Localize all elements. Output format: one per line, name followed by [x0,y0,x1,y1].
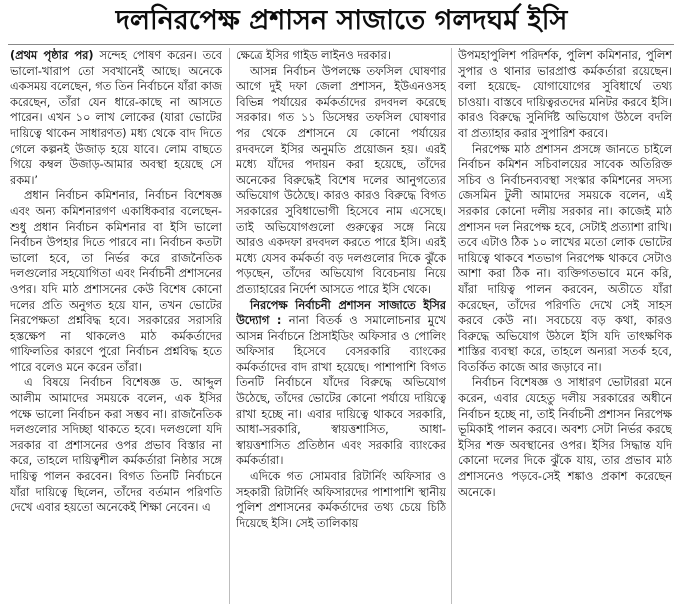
paragraph-text: সন্দেহ পোষণ করেন। তবে ভালো-খারাপ তো সবখানেই আছে। অনেকে একসময় বলেছেন, গত তিন নির্বাচনে যাঁরা কাজ করেছেন, তাঁরা যেন ধারে-কাছে না আসতে পারেন। এখন ১০ লাখ লোকের (যারা ভোটের দায়িত্বে থাকেন সাধারণত) মধ্য থেকে বাদ দিতে গেলে কল্পনই উজাড় হয়ে যাবে। লোম বাছতে গিয়ে কম্বল উজাড়-আমার অবস্থা হয়েছে সে রকম।’ [10,49,222,187]
headline: দলনিরপেক্ষ প্রশাসন সাজাতে গলদঘর্ম ইসি [115,4,568,36]
column-divider [229,48,230,604]
article-column-3 [458,48,672,604]
paragraph: এদিকে গত সোমবার রিটার্নিং অফিসার ও সহকারী রিটার্নিং অফিসারদের পাশাপাশি স্থানীয় পুলিশ প্রশাসনের কর্মকর্তাদের তথ্য চেয়ে চিঠি দিয়েছে ইসি। সেই তালিকায় [236,470,446,530]
paragraph: প্রধান নির্বাচন কমিশনার, নির্বাচন বিশেষজ্ঞ এবং অন্য কমিশনারগণ একাধিকবার বলেছেন- শুধু প্রধান নির্বাচন কমিশনার বা ইসি ভালো নির্বাচন উপহার দিতে পারবে না। নির্বাচন কতটা ভালো হবে, তা নির্ভর করে রাজনৈতিক দলগুলোর সহযোগিতা এবং নির্বাচনী প্রশাসনের ওপর। যদি মাঠ প্রশাসনের কেউ বিশেষ কোনো দলের প্রতি অনুগত হয়ে যান, তখন ভোটের নিরপেক্ষতা প্রশ্নবিদ্ধ হবে। সরকারের সরাসরি হস্তক্ষেপ না থাকলেও মাঠ কর্মকর্তাদের গাফিলতির কারণে পুরো নির্বাচন প্রশ্নবিদ্ধ হতে পারে বলেও মনে করেন তাঁরা। [10,189,222,374]
article-column-2 [236,48,446,604]
paragraph: নির্বাচন বিশেষজ্ঞ ও সাধারণ ভোটাররা মনে করেন, এবার যেহেতু দলীয় সরকারের অধীনে নির্বাচন হচ্ছে না, তাই নির্বাচনী প্রশাসন নিরপেক্ষ ভূমিকাই পালন করবে। অবশ্য সেটা নির্ভর করছে ইসির শক্ত অবস্থানের ওপর। ইসির সিদ্ধান্ত যদি কোনো দলের দিকে ঝুঁকে যায়, তার প্রভাব মাঠ প্রশাসনেও পড়বে-সেই শঙ্কাও প্রকাশ করেছেন অনেকে। [458,376,672,499]
paragraph [10,48,222,188]
paragraph: এ বিষয়ে নির্বাচন বিশেষজ্ঞ ড. আব্দুল আলীম আমাদের সময়কে বলেন, এক ইসির পক্ষে ভালো নির্বাচন করা সম্ভব না। রাজনৈতিক দলগুলোর সদিচ্ছা থাকতে হবে। দলগুলো যদি সরকার বা প্রশাসনের ওপর প্রভাব বিস্তার না করে, তাহলে দায়িত্বশীল কর্মকর্তারা নিষ্ঠার সঙ্গে দায়িত্ব পালন করবেন। বিগত তিনটি নির্বাচনে যাঁরা দায়িত্বে ছিলেন, তাঁদের বর্তমান পরিণতি দেখে এবার হয়তো অনেকেই শিক্ষা নেবেন। এ [10,376,222,515]
paragraph: ক্ষেত্রে ইসির গাইড লাইনও দরকার। [236,49,391,62]
paragraph: আসন্ন নির্বাচন উপলক্ষে তফসিল ঘোষণার আগে দুই দফা জেলা প্রশাসন, ইউএনওসহ বিভিন্ন পর্যায়ের কর্মকর্তাদের রদবদল করেছে সরকার। গত ১১ ডিসেম্বর তফসিল ঘোষণার পর থেকে প্রশাসনে যে কোনো পর্যায়ের রদবদলে ইসির অনুমতি প্রয়োজন হয়। এরই মধ্যে যাঁদের পদায়ন করা হয়েছে, তাঁদের অনেকের বিরুদ্ধেই বিশেষ দলের আনুগত্যের অভিযোগ উঠেছে। কারও কারও বিরুদ্ধে বিগত সরকারের সুবিধাভোগী হিসেবে নাম এসেছে। তাই অভিযোগগুলো গুরুত্বের সঙ্গে নিয়ে আরও একদফা রদবদল করতে পারে ইসি। এরই মধ্যে যেসব কর্মকর্তা বড় দলগুলোর দিকে ঝুঁকে পড়ছেন, তাঁদের অভিযোগ বিবেচনায় নিয়ে প্রত্যাহারের নির্দেশ আসতে পারে ইসি থেকে। [236,64,446,296]
headline-rule [8,44,674,45]
paragraph: নিরপেক্ষ মাঠ প্রশাসন প্রসঙ্গে জানতে চাইলে নির্বাচন কমিশন সচিবালয়ের সাবেক অতিরিক্ত সচিব ও নির্বাচনব্যবস্থা সংস্কার কমিশনের সদস্য জেসমিন টুলী আমাদের সময়কে বলেন, এই সরকার কোনো দলীয় সরকার না। কাজেই মাঠ প্রশাসন দল নিরপেক্ষ হবে, সেটাই প্রত্যাশা রাখি। তবে এটাও ঠিক ১০ লাখের মতো লোক ভোটের দায়িত্বে থাকবে শতভাগ নিরপেক্ষ থাকবে সেটাও আশা করা ঠিক না। ব্যক্তিগতভাবে মনে করি, যাঁরা দায়িত্ব পালন করবেন, অতীতে যাঁরা করেছেন, তাঁদের পরিণতি দেখে সেই সাহস করবে কেউ না। সবচেয়ে বড় কথা, কারও বিরুদ্ধে অভিযোগ উঠলে ইসি যদি তাৎক্ষণিক শাস্তির ব্যবস্থা করে, তাহলে অন্যরা সতর্ক হবে, বিতর্কিত কাজে আর জড়াবে না। [458,142,672,374]
subheading: নিরপেক্ষ নির্বাচনী প্রশাসন সাজাতে ইসির উদ্যোগ : [236,298,446,328]
paragraph-text: নানা বিতর্ক ও সমালোচনার মুখে আসন্ন নির্বাচনে প্রিসাইডিং অফিসার ও পোলিং অফিসার হিসেবে বেসরকারি ব্যাংকের কর্মকর্তাদের বাদ রাখা হয়েছে। পাশাপাশি বিগত তিনটি নির্বাচনে যাঁদের বিরুদ্ধে অভিযোগ উঠেছে, তাঁদের ভোটের কোনো পর্যায়ে দায়িত্বে রাখা হচ্ছে না। এবার দায়িত্বে থাকবে সরকারি, আধা-সরকারি, স্বায়ত্তশাসিত, আধা-স্বায়ত্তশাসিত প্রতিষ্ঠান এবং সরকারি ব্যাংকের কর্মকর্তারা। [236,314,446,468]
article-column-1 [10,48,222,604]
column-divider [451,48,452,604]
paragraph [236,298,446,470]
continuation-label: (প্রথম পৃষ্ঠার পর) [10,49,94,62]
paragraph: উপমহাপুলিশ পরিদর্শক, পুলিশ কমিশনার, পুলিশ সুপার ও থানার ভারপ্রাপ্ত কর্মকর্তারা রয়েছেন। বলা হয়েছে- যোগাযোগের সুবিধার্থে তথ্য চাওয়া। বাস্তবে দায়িত্বরতদের মনিটর করবে ইসি। কারও বিরুদ্ধে সুনির্দিষ্ট অভিযোগ উঠলে বদলি বা প্রত্যাহার করার সুপারিশ করবে। [458,49,672,140]
